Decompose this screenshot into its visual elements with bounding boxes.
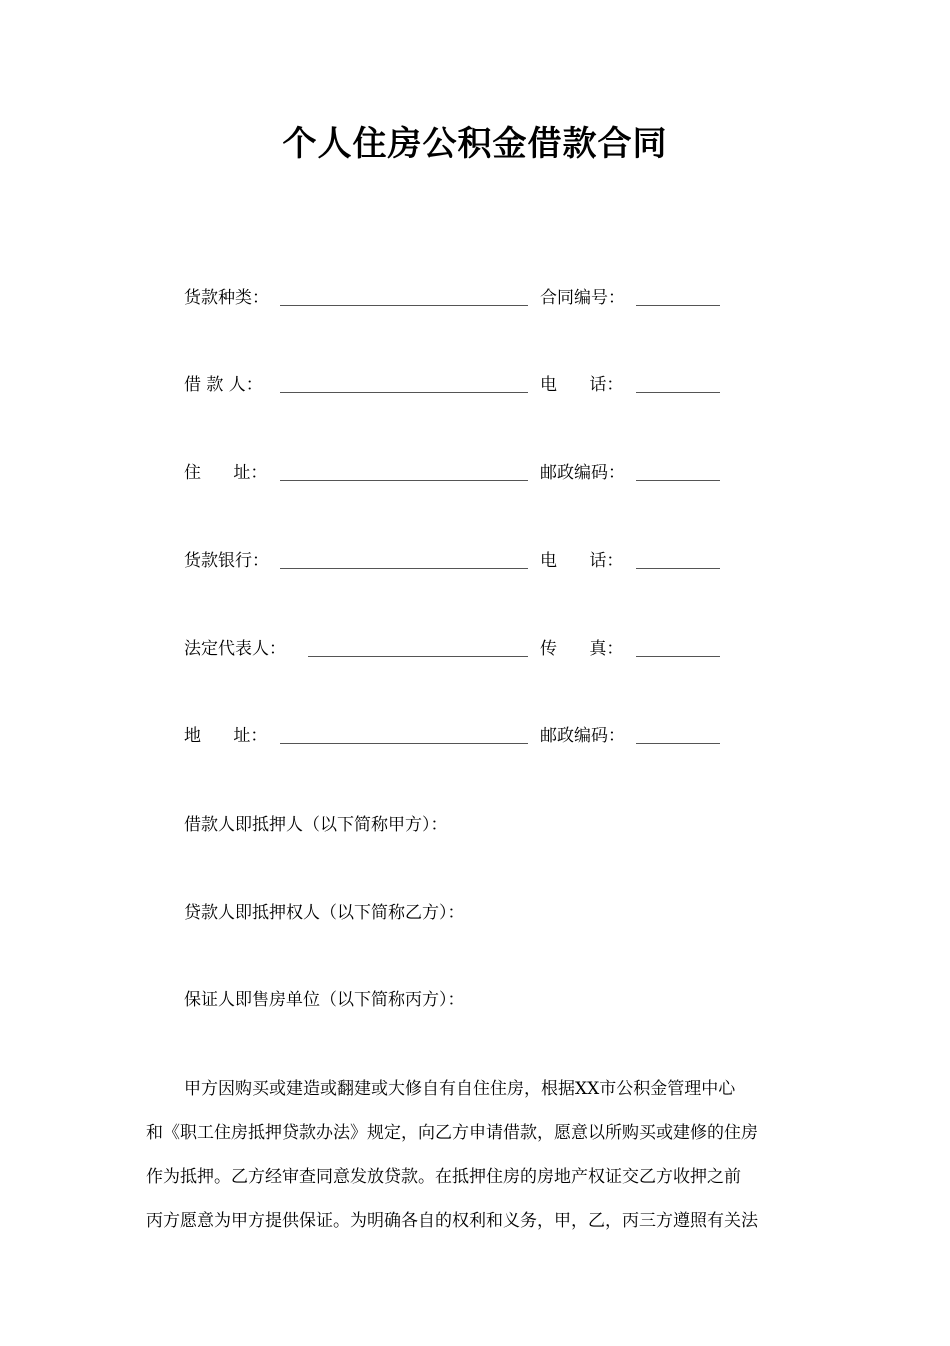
- field-row-bank: [0, 546, 950, 576]
- bank-phone-blank[interactable]: [636, 568, 720, 569]
- field-row-address: [0, 458, 950, 488]
- borrower-phone-blank[interactable]: [636, 392, 720, 393]
- bank-address-label: 地 址：: [184, 726, 268, 746]
- contract-number-blank[interactable]: [636, 305, 720, 306]
- borrower-label: 借 款 人：: [184, 375, 263, 395]
- legal-rep-blank[interactable]: [308, 656, 528, 657]
- borrower-blank[interactable]: [280, 392, 528, 393]
- loan-type-blank[interactable]: [280, 305, 528, 306]
- bank-postal-code-label: 邮政编码：: [540, 726, 625, 746]
- fax-blank[interactable]: [636, 656, 720, 657]
- contract-number-label: 合同编号：: [540, 288, 625, 308]
- fax-label: 传 真：: [540, 639, 624, 659]
- party-a-line: 借款人即抵押人（以下简称甲方）：: [184, 815, 448, 835]
- party-b-line: 贷款人即抵押权人（以下简称乙方）：: [184, 903, 465, 923]
- postal-code-label: 邮政编码：: [540, 463, 625, 483]
- borrower-phone-label: 电 话：: [540, 375, 624, 395]
- preamble-line: 甲方因购买或建造或翻建或大修自有自住住房，根据XX市公积金管理中心: [184, 1079, 736, 1099]
- preamble-line: 和《职工住房抵押贷款办法》规定，向乙方申请借款，愿意以所购买或建修的住房: [146, 1123, 758, 1143]
- loan-type-label: 货款种类：: [184, 288, 269, 308]
- field-row-bank-address: [0, 721, 950, 751]
- legal-rep-label: 法定代表人：: [184, 639, 286, 659]
- party-c-line: 保证人即售房单位（以下简称丙方）：: [184, 990, 465, 1010]
- bank-address-blank[interactable]: [280, 743, 528, 744]
- bank-postal-code-blank[interactable]: [636, 743, 720, 744]
- document-title: 个人住房公积金借款合同: [282, 124, 668, 164]
- preamble-line: 作为抵押。乙方经审查同意发放贷款。在抵押住房的房地产权证交乙方收押之前: [146, 1167, 741, 1187]
- field-row-borrower: [0, 370, 950, 400]
- field-row-loan-type: [0, 283, 950, 313]
- contract-preamble: [146, 1067, 810, 1243]
- postal-code-blank[interactable]: [636, 480, 720, 481]
- field-row-legal-rep: [0, 634, 950, 664]
- address-blank[interactable]: [280, 480, 528, 481]
- bank-blank[interactable]: [280, 568, 528, 569]
- bank-phone-label: 电 话：: [540, 551, 624, 571]
- address-label: 住 址：: [184, 463, 268, 483]
- bank-label: 货款银行：: [184, 551, 269, 571]
- preamble-line: 丙方愿意为甲方提供保证。为明确各自的权利和义务，甲，乙，丙三方遵照有关法: [146, 1211, 758, 1231]
